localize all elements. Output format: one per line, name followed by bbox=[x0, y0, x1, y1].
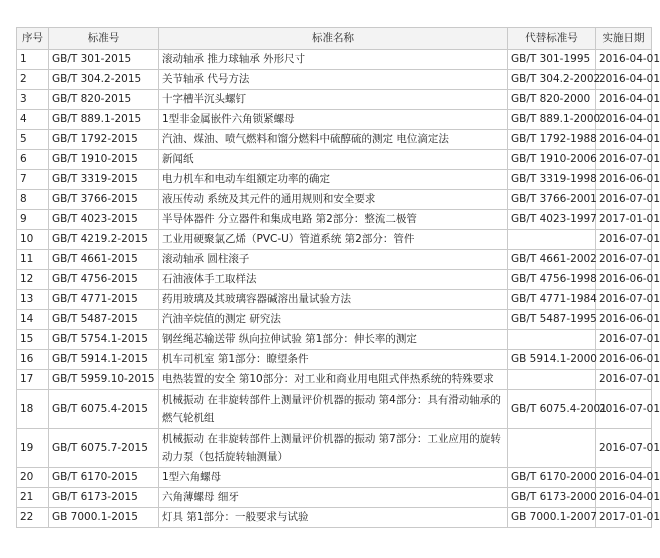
cell-standard-no: GB/T 1792-2015 bbox=[49, 130, 159, 150]
cell-replaces: GB/T 1910-2006 bbox=[508, 150, 596, 170]
cell-effective-date: 2016-04-01 bbox=[596, 488, 652, 508]
cell-effective-date: 2016-07-01 bbox=[596, 370, 652, 390]
table-row bbox=[17, 270, 652, 290]
cell-standard-no: GB/T 6075.4-2015 bbox=[49, 390, 159, 429]
cell-no: 13 bbox=[17, 290, 49, 310]
cell-standard-name: 灯具 第1部分：一般要求与试验 bbox=[159, 508, 508, 528]
cell-replaces: GB 7000.1-2007 bbox=[508, 508, 596, 528]
table-row bbox=[17, 390, 652, 429]
cell-replaces bbox=[508, 370, 596, 390]
cell-no: 16 bbox=[17, 350, 49, 370]
cell-replaces bbox=[508, 230, 596, 250]
cell-standard-name: 工业用硬聚氯乙烯（PVC-U）管道系统 第2部分：管件 bbox=[159, 230, 508, 250]
cell-standard-no: GB/T 5914.1-2015 bbox=[49, 350, 159, 370]
table-row bbox=[17, 70, 652, 90]
table-row bbox=[17, 230, 652, 250]
cell-no: 4 bbox=[17, 110, 49, 130]
cell-standard-name: 汽油辛烷值的测定 研究法 bbox=[159, 310, 508, 330]
table-row bbox=[17, 310, 652, 330]
cell-no: 15 bbox=[17, 330, 49, 350]
cell-no: 17 bbox=[17, 370, 49, 390]
cell-no: 19 bbox=[17, 429, 49, 468]
cell-effective-date: 2016-06-01 bbox=[596, 270, 652, 290]
cell-standard-name: 1型六角螺母 bbox=[159, 468, 508, 488]
cell-standard-name: 半导体器件 分立器件和集成电路 第2部分：整流二极管 bbox=[159, 210, 508, 230]
table-body bbox=[17, 50, 660, 528]
cell-no: 1 bbox=[17, 50, 49, 70]
cell-replaces: GB/T 4661-2002 bbox=[508, 250, 596, 270]
cell-replaces: GB/T 4771-1984 bbox=[508, 290, 596, 310]
cell-effective-date: 2016-06-01 bbox=[596, 310, 652, 330]
cell-replaces bbox=[508, 330, 596, 350]
cell-standard-name: 药用玻璃及其玻璃容器碱溶出量试验方法 bbox=[159, 290, 508, 310]
cell-effective-date: 2016-04-01 bbox=[596, 468, 652, 488]
cell-standard-name: 机车司机室 第1部分：瞭望条件 bbox=[159, 350, 508, 370]
cell-replaces: GB/T 304.2-2002 bbox=[508, 70, 596, 90]
table-row bbox=[17, 488, 652, 508]
cell-no: 22 bbox=[17, 508, 49, 528]
cell-standard-no: GB/T 4661-2015 bbox=[49, 250, 159, 270]
cell-effective-date: 2016-07-01 bbox=[596, 429, 652, 468]
table-row bbox=[17, 190, 652, 210]
cell-standard-no: GB/T 820-2015 bbox=[49, 90, 159, 110]
table-row bbox=[17, 150, 652, 170]
cell-standard-no: GB/T 301-2015 bbox=[49, 50, 159, 70]
cell-standard-no: GB/T 4219.2-2015 bbox=[49, 230, 159, 250]
cell-standard-no: GB/T 4756-2015 bbox=[49, 270, 159, 290]
cell-replaces: GB/T 1792-1988 bbox=[508, 130, 596, 150]
cell-no: 14 bbox=[17, 310, 49, 330]
cell-effective-date: 2017-01-01 bbox=[596, 508, 652, 528]
table-row bbox=[17, 370, 652, 390]
table-header-row bbox=[17, 28, 652, 50]
cell-no: 6 bbox=[17, 150, 49, 170]
table-row bbox=[17, 130, 652, 150]
cell-no: 9 bbox=[17, 210, 49, 230]
cell-standard-no: GB/T 889.1-2015 bbox=[49, 110, 159, 130]
cell-replaces: GB/T 4023-1997 bbox=[508, 210, 596, 230]
cell-standard-name: 液压传动 系统及其元件的通用规则和安全要求 bbox=[159, 190, 508, 210]
cell-standard-name: 电力机车和电动车组额定功率的确定 bbox=[159, 170, 508, 190]
cell-replaces: GB/T 6075.4-2001 bbox=[508, 390, 596, 429]
cell-standard-name: 钢丝绳芯输送带 纵向拉伸试验 第1部分：伸长率的测定 bbox=[159, 330, 508, 350]
cell-standard-name: 六角薄螺母 细牙 bbox=[159, 488, 508, 508]
header-standard-no: 标准号 bbox=[49, 28, 159, 50]
cell-standard-name: 滚动轴承 圆柱滚子 bbox=[159, 250, 508, 270]
cell-no: 12 bbox=[17, 270, 49, 290]
cell-effective-date: 2016-07-01 bbox=[596, 390, 652, 429]
cell-effective-date: 2016-07-01 bbox=[596, 330, 652, 350]
cell-standard-no: GB/T 3766-2015 bbox=[49, 190, 159, 210]
cell-standard-name: 机械振动 在非旋转部件上测量评价机器的振动 第7部分：工业应用的旋转动力泵（包括旋转轴测量） bbox=[159, 429, 508, 468]
cell-no: 5 bbox=[17, 130, 49, 150]
cell-standard-name: 电热装置的安全 第10部分：对工业和商业用电阻式伴热系统的特殊要求 bbox=[159, 370, 508, 390]
table-row bbox=[17, 508, 652, 528]
cell-standard-no: GB/T 1910-2015 bbox=[49, 150, 159, 170]
cell-standard-no: GB/T 4023-2015 bbox=[49, 210, 159, 230]
cell-effective-date: 2016-04-01 bbox=[596, 90, 652, 110]
cell-no: 10 bbox=[17, 230, 49, 250]
cell-no: 20 bbox=[17, 468, 49, 488]
cell-standard-no: GB/T 5487-2015 bbox=[49, 310, 159, 330]
cell-effective-date: 2016-07-01 bbox=[596, 250, 652, 270]
cell-standard-name: 机械振动 在非旋转部件上测量评价机器的振动 第4部分：具有滑动轴承的燃气轮机组 bbox=[159, 390, 508, 429]
cell-standard-no: GB/T 6170-2015 bbox=[49, 468, 159, 488]
cell-no: 18 bbox=[17, 390, 49, 429]
header-replaces: 代替标准号 bbox=[508, 28, 596, 50]
table-row bbox=[17, 330, 652, 350]
cell-effective-date: 2017-01-01 bbox=[596, 210, 652, 230]
cell-replaces: GB/T 3319-1998 bbox=[508, 170, 596, 190]
cell-effective-date: 2016-04-01 bbox=[596, 70, 652, 90]
cell-effective-date: 2016-07-01 bbox=[596, 290, 652, 310]
cell-standard-no: GB/T 304.2-2015 bbox=[49, 70, 159, 90]
cell-standard-no: GB/T 6075.7-2015 bbox=[49, 429, 159, 468]
table-row bbox=[17, 429, 652, 468]
table-row bbox=[17, 210, 652, 230]
cell-no: 11 bbox=[17, 250, 49, 270]
cell-standard-no: GB/T 5959.10-2015 bbox=[49, 370, 159, 390]
header-no: 序号 bbox=[17, 28, 49, 50]
cell-effective-date: 2016-07-01 bbox=[596, 230, 652, 250]
table-row bbox=[17, 290, 652, 310]
cell-no: 2 bbox=[17, 70, 49, 90]
cell-no: 7 bbox=[17, 170, 49, 190]
cell-effective-date: 2016-04-01 bbox=[596, 110, 652, 130]
cell-standard-no: GB/T 4771-2015 bbox=[49, 290, 159, 310]
cell-standard-name: 十字槽半沉头螺钉 bbox=[159, 90, 508, 110]
cell-effective-date: 2016-06-01 bbox=[596, 350, 652, 370]
table-row bbox=[17, 50, 652, 70]
cell-no: 21 bbox=[17, 488, 49, 508]
cell-standard-name: 汽油、煤油、喷气燃料和馏分燃料中硫醇硫的测定 电位滴定法 bbox=[159, 130, 508, 150]
cell-replaces bbox=[508, 429, 596, 468]
cell-effective-date: 2016-06-01 bbox=[596, 170, 652, 190]
cell-effective-date: 2016-07-01 bbox=[596, 190, 652, 210]
standards-table bbox=[16, 27, 660, 528]
cell-replaces: GB/T 889.1-2000 bbox=[508, 110, 596, 130]
cell-replaces: GB/T 3766-2001 bbox=[508, 190, 596, 210]
cell-standard-no: GB/T 3319-2015 bbox=[49, 170, 159, 190]
table-row bbox=[17, 468, 652, 488]
cell-standard-no: GB 7000.1-2015 bbox=[49, 508, 159, 528]
cell-replaces: GB/T 6170-2000 bbox=[508, 468, 596, 488]
cell-standard-name: 石油液体手工取样法 bbox=[159, 270, 508, 290]
cell-replaces: GB/T 820-2000 bbox=[508, 90, 596, 110]
cell-no: 8 bbox=[17, 190, 49, 210]
cell-replaces: GB 5914.1-2000 bbox=[508, 350, 596, 370]
header-effective-date: 实施日期 bbox=[596, 28, 652, 50]
cell-standard-name: 关节轴承 代号方法 bbox=[159, 70, 508, 90]
cell-replaces: GB/T 5487-1995 bbox=[508, 310, 596, 330]
table-row bbox=[17, 110, 652, 130]
cell-replaces: GB/T 4756-1998 bbox=[508, 270, 596, 290]
cell-standard-name: 1型非金属嵌件六角锁紧螺母 bbox=[159, 110, 508, 130]
cell-replaces: GB/T 6173-2000 bbox=[508, 488, 596, 508]
cell-effective-date: 2016-07-01 bbox=[596, 150, 652, 170]
header-standard-name: 标准名称 bbox=[159, 28, 508, 50]
cell-effective-date: 2016-04-01 bbox=[596, 130, 652, 150]
cell-standard-name: 滚动轴承 推力球轴承 外形尺寸 bbox=[159, 50, 508, 70]
cell-replaces: GB/T 301-1995 bbox=[508, 50, 596, 70]
cell-standard-no: GB/T 5754.1-2015 bbox=[49, 330, 159, 350]
table-row bbox=[17, 90, 652, 110]
table-row bbox=[17, 170, 652, 190]
table-row bbox=[17, 350, 652, 370]
cell-standard-name: 新闻纸 bbox=[159, 150, 508, 170]
cell-standard-no: GB/T 6173-2015 bbox=[49, 488, 159, 508]
table-row bbox=[17, 250, 652, 270]
cell-no: 3 bbox=[17, 90, 49, 110]
cell-effective-date: 2016-04-01 bbox=[596, 50, 652, 70]
